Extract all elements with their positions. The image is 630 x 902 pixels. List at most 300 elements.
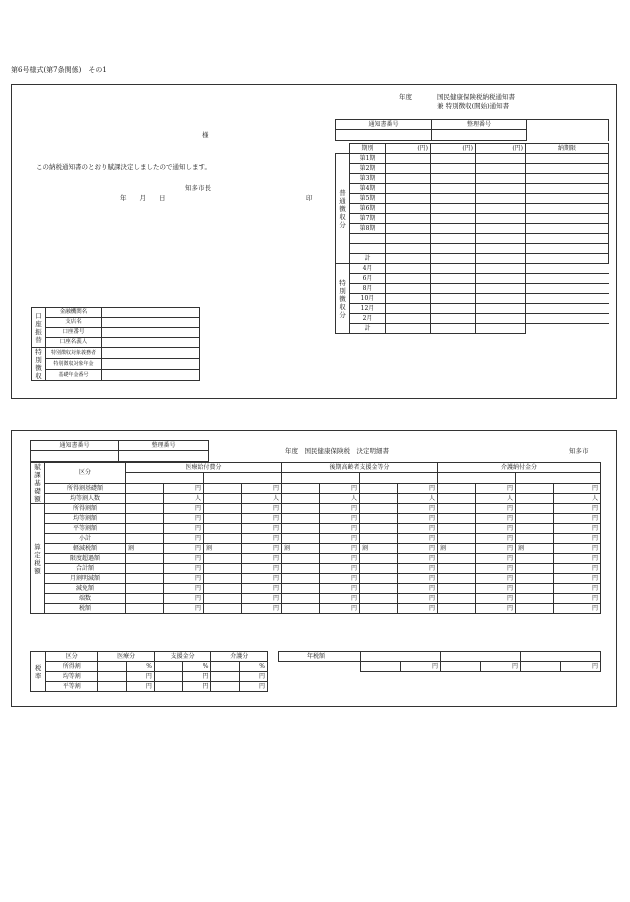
rate-row-label: 均等割 bbox=[46, 672, 98, 682]
category-header: 区分 bbox=[45, 463, 126, 484]
amount-cell bbox=[204, 514, 242, 524]
rate-row bbox=[31, 662, 268, 672]
amount-cell bbox=[282, 604, 320, 614]
calc-row bbox=[31, 604, 601, 614]
unit-label: 円 bbox=[476, 584, 516, 594]
account-field-label: 口座名義人 bbox=[46, 338, 102, 348]
ratio-unit: 割 bbox=[360, 544, 398, 554]
annual-unit: 円 bbox=[561, 662, 601, 672]
unit-label: 円 bbox=[398, 574, 438, 584]
amount-cell bbox=[204, 604, 242, 614]
unit-label: 円 bbox=[164, 504, 204, 514]
calculated-tax-label bbox=[31, 504, 45, 614]
installment-row bbox=[336, 244, 609, 254]
amount-cell bbox=[476, 204, 526, 214]
month-label: 12月 bbox=[350, 304, 386, 314]
unit-label: 円 bbox=[242, 504, 282, 514]
ratio-unit: 割 bbox=[126, 544, 164, 554]
amount-cell bbox=[204, 524, 242, 534]
unit-label: 円 bbox=[554, 584, 601, 594]
amount-cell bbox=[126, 483, 164, 493]
amount-cell bbox=[431, 254, 476, 264]
unit-label: 人 bbox=[320, 493, 360, 503]
special-row bbox=[32, 348, 200, 359]
amount-cell bbox=[431, 154, 476, 164]
special-field-value bbox=[102, 359, 200, 370]
special-field-value bbox=[102, 348, 200, 359]
special-installment-row bbox=[336, 324, 609, 334]
amount-cell bbox=[360, 493, 398, 503]
yen-header: (円) bbox=[476, 144, 526, 154]
period-label: 計 bbox=[350, 254, 386, 264]
amount-cell bbox=[360, 483, 398, 493]
rate-col-header: 支援金分 bbox=[154, 652, 211, 662]
period-header: 期別 bbox=[350, 144, 386, 154]
amount-cell bbox=[431, 204, 476, 214]
amount-cell bbox=[431, 174, 476, 184]
rate-col-header: 医療分 bbox=[98, 652, 155, 662]
month-label: 2月 bbox=[350, 314, 386, 324]
unit-label: 円 bbox=[242, 524, 282, 534]
amount-cell bbox=[386, 214, 431, 224]
row-label: 所得割基礎額 bbox=[45, 483, 126, 493]
installment-row bbox=[336, 254, 609, 264]
amount-cell bbox=[476, 164, 526, 174]
amount-cell bbox=[204, 564, 242, 574]
rate-value-cell bbox=[154, 662, 182, 672]
installment-table bbox=[335, 143, 609, 334]
unit-label: 円 bbox=[242, 594, 282, 604]
amount-cell bbox=[282, 524, 320, 534]
form-number: 第6号様式(第7条関係) その1 bbox=[11, 66, 107, 74]
account-field-label: 金融機関名 bbox=[46, 308, 102, 318]
ordinary-collection-label bbox=[336, 154, 350, 264]
due-date-cell bbox=[526, 224, 609, 234]
amount-cell bbox=[386, 184, 431, 194]
unit-label: 円 bbox=[476, 483, 516, 493]
amount-cell bbox=[126, 504, 164, 514]
rate-table bbox=[30, 651, 268, 692]
calc-row bbox=[31, 594, 601, 604]
ordinary-collection-text: 普通徴収分 bbox=[339, 188, 346, 229]
ref-number-header: 整理番号 bbox=[432, 120, 527, 130]
detail-title: 年度 国民健康保険税 決定明細書 bbox=[285, 447, 389, 455]
unit-label: 円 bbox=[164, 483, 204, 493]
rate-row bbox=[31, 672, 268, 682]
amount-cell bbox=[386, 294, 431, 304]
due-date-header: 納期限 bbox=[526, 144, 609, 154]
month-label: 4月 bbox=[350, 264, 386, 274]
amount-cell bbox=[476, 184, 526, 194]
amount-cell bbox=[204, 493, 242, 503]
amount-cell bbox=[386, 314, 431, 324]
amount-cell bbox=[386, 304, 431, 314]
amount-cell bbox=[438, 483, 476, 493]
group-header: 介護納付金分 bbox=[438, 463, 601, 473]
amount-cell bbox=[204, 584, 242, 594]
amount-cell bbox=[438, 584, 476, 594]
unit-label: 円 bbox=[554, 574, 601, 584]
unit-label: 円 bbox=[398, 544, 438, 554]
amount-cell bbox=[282, 574, 320, 584]
unit-label: 円 bbox=[554, 483, 601, 493]
special-text: 特別徴収 bbox=[35, 348, 42, 380]
account-row bbox=[32, 318, 200, 328]
amount-cell bbox=[204, 483, 242, 493]
unit-label: 円 bbox=[398, 534, 438, 544]
unit-label: 人 bbox=[398, 493, 438, 503]
due-date-cell bbox=[526, 234, 609, 244]
rate-value-cell bbox=[211, 672, 239, 682]
row-label: 均等割額 bbox=[45, 514, 126, 524]
unit-label: 円 bbox=[398, 524, 438, 534]
unit-label: 円 bbox=[398, 604, 438, 614]
amount-cell bbox=[360, 564, 398, 574]
calc-row bbox=[31, 584, 601, 594]
amount-cell bbox=[204, 574, 242, 584]
unit-label: 円 bbox=[242, 544, 282, 554]
amount-cell bbox=[516, 493, 554, 503]
amount-cell bbox=[431, 184, 476, 194]
installment-row bbox=[336, 194, 609, 204]
unit-label: 円 bbox=[554, 594, 601, 604]
amount-cell bbox=[126, 584, 164, 594]
amount-cell bbox=[360, 604, 398, 614]
account-transfer-text: 口座振替 bbox=[35, 311, 42, 344]
special-collection-label bbox=[336, 264, 350, 334]
row-label: 軽減税額 bbox=[45, 544, 126, 554]
tax-rate-label bbox=[31, 652, 46, 692]
rate-unit: 円 bbox=[239, 682, 267, 692]
rate-value-cell bbox=[98, 672, 126, 682]
due-date-cell bbox=[526, 164, 609, 174]
amount-cell bbox=[431, 264, 476, 274]
amount-cell bbox=[431, 314, 476, 324]
unit-label: 円 bbox=[164, 514, 204, 524]
row-label: 合計額 bbox=[45, 564, 126, 574]
amount-cell bbox=[386, 204, 431, 214]
amount-cell bbox=[438, 524, 476, 534]
amount-cell bbox=[431, 244, 476, 254]
unit-label: 円 bbox=[476, 534, 516, 544]
amount-cell bbox=[126, 604, 164, 614]
unit-label: 円 bbox=[398, 504, 438, 514]
installment-row bbox=[336, 234, 609, 244]
unit-label: 円 bbox=[476, 524, 516, 534]
unit-label: 円 bbox=[242, 514, 282, 524]
calc-row bbox=[31, 534, 601, 544]
rate-header-row bbox=[31, 652, 268, 662]
unit-label: 円 bbox=[554, 514, 601, 524]
unit-label: 円 bbox=[242, 584, 282, 594]
due-date-cell bbox=[526, 154, 609, 164]
special-field-label: 特別徴収対象年金 bbox=[46, 359, 102, 370]
rate-col-header: 介護分 bbox=[211, 652, 268, 662]
due-date-cell bbox=[526, 194, 609, 204]
amount-cell bbox=[282, 584, 320, 594]
amount-cell bbox=[282, 564, 320, 574]
rate-unit: % bbox=[126, 662, 154, 672]
unit-label: 円 bbox=[320, 584, 360, 594]
due-date-cell bbox=[526, 244, 609, 254]
account-field-label: 支店名 bbox=[46, 318, 102, 328]
unit-label: 円 bbox=[164, 604, 204, 614]
due-date-cell bbox=[526, 184, 609, 194]
amount-cell bbox=[282, 483, 320, 493]
seal-mark: 印 bbox=[306, 194, 313, 202]
unit-label: 円 bbox=[164, 574, 204, 584]
amount-cell bbox=[431, 274, 476, 284]
special-installment-row bbox=[336, 294, 609, 304]
yen-header: (円) bbox=[431, 144, 476, 154]
unit-label: 円 bbox=[320, 564, 360, 574]
ratio-unit: 割 bbox=[438, 544, 476, 554]
annual-unit: 円 bbox=[401, 662, 441, 672]
amount-cell bbox=[126, 574, 164, 584]
amount-cell bbox=[438, 564, 476, 574]
unit-label: 円 bbox=[164, 564, 204, 574]
due-date-cell bbox=[526, 214, 609, 224]
account-field-value bbox=[102, 318, 200, 328]
row-label: 月割明減額 bbox=[45, 574, 126, 584]
annual-unit: 円 bbox=[481, 662, 521, 672]
special-field-value bbox=[102, 370, 200, 381]
amount-cell bbox=[360, 514, 398, 524]
installment-row bbox=[336, 214, 609, 224]
unit-label: 円 bbox=[242, 534, 282, 544]
rate-value-cell bbox=[98, 662, 126, 672]
unit-label: 円 bbox=[320, 504, 360, 514]
special-installment-row bbox=[336, 284, 609, 294]
amount-cell bbox=[476, 264, 526, 274]
amount-cell bbox=[476, 324, 526, 334]
amount-cell bbox=[282, 594, 320, 604]
row-label: 減免額 bbox=[45, 584, 126, 594]
amount-cell bbox=[431, 194, 476, 204]
period-label: 第8期 bbox=[350, 224, 386, 234]
period-label: 第5期 bbox=[350, 194, 386, 204]
amount-cell bbox=[204, 594, 242, 604]
breakdown-header-row bbox=[31, 463, 601, 473]
unit-label: 円 bbox=[554, 554, 601, 564]
amount-cell bbox=[386, 234, 431, 244]
calc-row bbox=[31, 504, 601, 514]
calc-row bbox=[31, 564, 601, 574]
unit-label: 円 bbox=[242, 564, 282, 574]
period-label: 第1期 bbox=[350, 154, 386, 164]
calc-row bbox=[31, 554, 601, 564]
rate-row-label: 所得割 bbox=[46, 662, 98, 672]
rate-row bbox=[31, 682, 268, 692]
row-label: 所得割額 bbox=[45, 504, 126, 514]
rate-unit: 円 bbox=[126, 682, 154, 692]
amount-cell bbox=[516, 534, 554, 544]
special-label bbox=[32, 348, 46, 381]
amount-cell bbox=[476, 294, 526, 304]
unit-label: 円 bbox=[242, 554, 282, 564]
basis-amount-text: 賦課基礎額 bbox=[34, 463, 41, 503]
amount-cell bbox=[516, 504, 554, 514]
amount-cell bbox=[386, 254, 431, 264]
amount-cell bbox=[386, 284, 431, 294]
amount-cell bbox=[126, 564, 164, 574]
unit-label: 円 bbox=[476, 574, 516, 584]
unit-label: 円 bbox=[320, 544, 360, 554]
amount-cell bbox=[126, 554, 164, 564]
group-header: 医療給付費分 bbox=[126, 463, 282, 473]
account-field-value bbox=[102, 308, 200, 318]
special-installment-row bbox=[336, 304, 609, 314]
unit-label: 人 bbox=[476, 493, 516, 503]
due-date-cell bbox=[526, 204, 609, 214]
amount-cell bbox=[204, 504, 242, 514]
amount-cell bbox=[282, 534, 320, 544]
installment-row bbox=[336, 204, 609, 214]
amount-cell bbox=[438, 493, 476, 503]
amount-cell bbox=[516, 524, 554, 534]
amount-cell bbox=[438, 594, 476, 604]
amount-cell bbox=[516, 594, 554, 604]
unit-label: 円 bbox=[476, 554, 516, 564]
period-label: 第7期 bbox=[350, 214, 386, 224]
amount-cell bbox=[126, 514, 164, 524]
amount-cell bbox=[360, 554, 398, 564]
account-field-value bbox=[102, 328, 200, 338]
period-label: 第6期 bbox=[350, 204, 386, 214]
month-label: 10月 bbox=[350, 294, 386, 304]
amount-cell bbox=[516, 564, 554, 574]
amount-cell bbox=[360, 534, 398, 544]
installment-row bbox=[336, 164, 609, 174]
unit-label: 円 bbox=[476, 504, 516, 514]
unit-label: 円 bbox=[164, 544, 204, 554]
special-field-label: 特別徴収対象義務者 bbox=[46, 348, 102, 359]
amount-cell bbox=[126, 524, 164, 534]
notice-title: 国民健康保険税納税通知書 bbox=[437, 93, 515, 101]
unit-label: 円 bbox=[554, 544, 601, 554]
amount-cell bbox=[386, 264, 431, 274]
amount-cell bbox=[431, 294, 476, 304]
amount-cell bbox=[282, 554, 320, 564]
annual-tax-table bbox=[278, 651, 601, 672]
amount-cell bbox=[431, 214, 476, 224]
unit-label: 人 bbox=[164, 493, 204, 503]
row-label: 税額 bbox=[45, 604, 126, 614]
amount-cell bbox=[438, 554, 476, 564]
unit-label: 人 bbox=[242, 493, 282, 503]
city-name: 知多市 bbox=[569, 447, 589, 455]
unit-label: 円 bbox=[164, 524, 204, 534]
calc-row bbox=[31, 544, 601, 554]
amount-cell bbox=[126, 594, 164, 604]
special-installment-row bbox=[336, 274, 609, 284]
amount-cell bbox=[431, 234, 476, 244]
unit-label: 円 bbox=[554, 504, 601, 514]
rate-unit: 円 bbox=[126, 672, 154, 682]
account-transfer-label bbox=[32, 308, 46, 348]
unit-label: 円 bbox=[242, 483, 282, 493]
amount-cell bbox=[476, 224, 526, 234]
unit-label: 円 bbox=[320, 534, 360, 544]
fiscal-year-label: 年度 bbox=[399, 93, 412, 101]
due-date-cell bbox=[526, 254, 609, 264]
notice-number-header-2: 通知書番号 bbox=[31, 441, 119, 451]
rate-value-cell bbox=[154, 672, 182, 682]
ref-number-header-2: 整理番号 bbox=[119, 441, 209, 451]
installment-row bbox=[336, 154, 609, 164]
rate-value-cell bbox=[211, 662, 239, 672]
amount-cell bbox=[476, 284, 526, 294]
amount-cell bbox=[386, 324, 431, 334]
ratio-unit: 割 bbox=[282, 544, 320, 554]
special-row bbox=[32, 359, 200, 370]
mayor-label: 知多市長 bbox=[185, 184, 211, 192]
unit-label: 円 bbox=[242, 574, 282, 584]
account-row bbox=[32, 328, 200, 338]
unit-label: 円 bbox=[476, 604, 516, 614]
annual-amount-cell bbox=[361, 662, 401, 672]
ratio-unit: 割 bbox=[516, 544, 554, 554]
issue-date: 年 月 日 bbox=[120, 194, 166, 202]
unit-label: 円 bbox=[320, 594, 360, 604]
due-date-cell bbox=[526, 174, 609, 184]
month-label: 計 bbox=[350, 324, 386, 334]
amount-cell bbox=[476, 234, 526, 244]
unit-label: 円 bbox=[398, 594, 438, 604]
unit-label: 円 bbox=[398, 584, 438, 594]
calc-row bbox=[31, 524, 601, 534]
unit-label: 円 bbox=[164, 554, 204, 564]
amount-cell bbox=[386, 224, 431, 234]
notice-message: この納税通知書のとおり賦課決定しましたので通知します。 bbox=[36, 163, 211, 171]
amount-cell bbox=[386, 154, 431, 164]
amount-cell bbox=[360, 574, 398, 584]
amount-cell bbox=[431, 284, 476, 294]
calc-row bbox=[31, 514, 601, 524]
annual-tax-label: 年税額 bbox=[279, 652, 361, 662]
amount-cell bbox=[386, 164, 431, 174]
group-header: 後期高齢者支援金等分 bbox=[282, 463, 438, 473]
row-label: 均等割人数 bbox=[45, 493, 126, 503]
rate-unit: 円 bbox=[183, 672, 211, 682]
installment-header-row bbox=[336, 144, 609, 154]
account-table bbox=[31, 307, 200, 381]
special-collection-text: 特別徴収分 bbox=[339, 278, 346, 319]
unit-label: 円 bbox=[320, 483, 360, 493]
basis-row bbox=[31, 483, 601, 493]
period-label: 第3期 bbox=[350, 174, 386, 184]
unit-label: 円 bbox=[164, 594, 204, 604]
row-label: 小計 bbox=[45, 534, 126, 544]
amount-cell bbox=[431, 224, 476, 234]
rate-value-cell bbox=[211, 682, 239, 692]
amount-cell bbox=[476, 154, 526, 164]
unit-label: 円 bbox=[320, 514, 360, 524]
notice-number-header: 通知書番号 bbox=[336, 120, 432, 130]
period-label: 第4期 bbox=[350, 184, 386, 194]
amount-cell bbox=[516, 554, 554, 564]
amount-cell bbox=[282, 514, 320, 524]
unit-label: 人 bbox=[554, 493, 601, 503]
annual-amount-cell bbox=[441, 662, 481, 672]
row-label: 端数 bbox=[45, 594, 126, 604]
honorific: 様 bbox=[202, 131, 209, 139]
unit-label: 円 bbox=[554, 534, 601, 544]
account-row bbox=[32, 338, 200, 348]
yen-header: (円) bbox=[386, 144, 431, 154]
unit-label: 円 bbox=[398, 514, 438, 524]
amount-cell bbox=[282, 493, 320, 503]
